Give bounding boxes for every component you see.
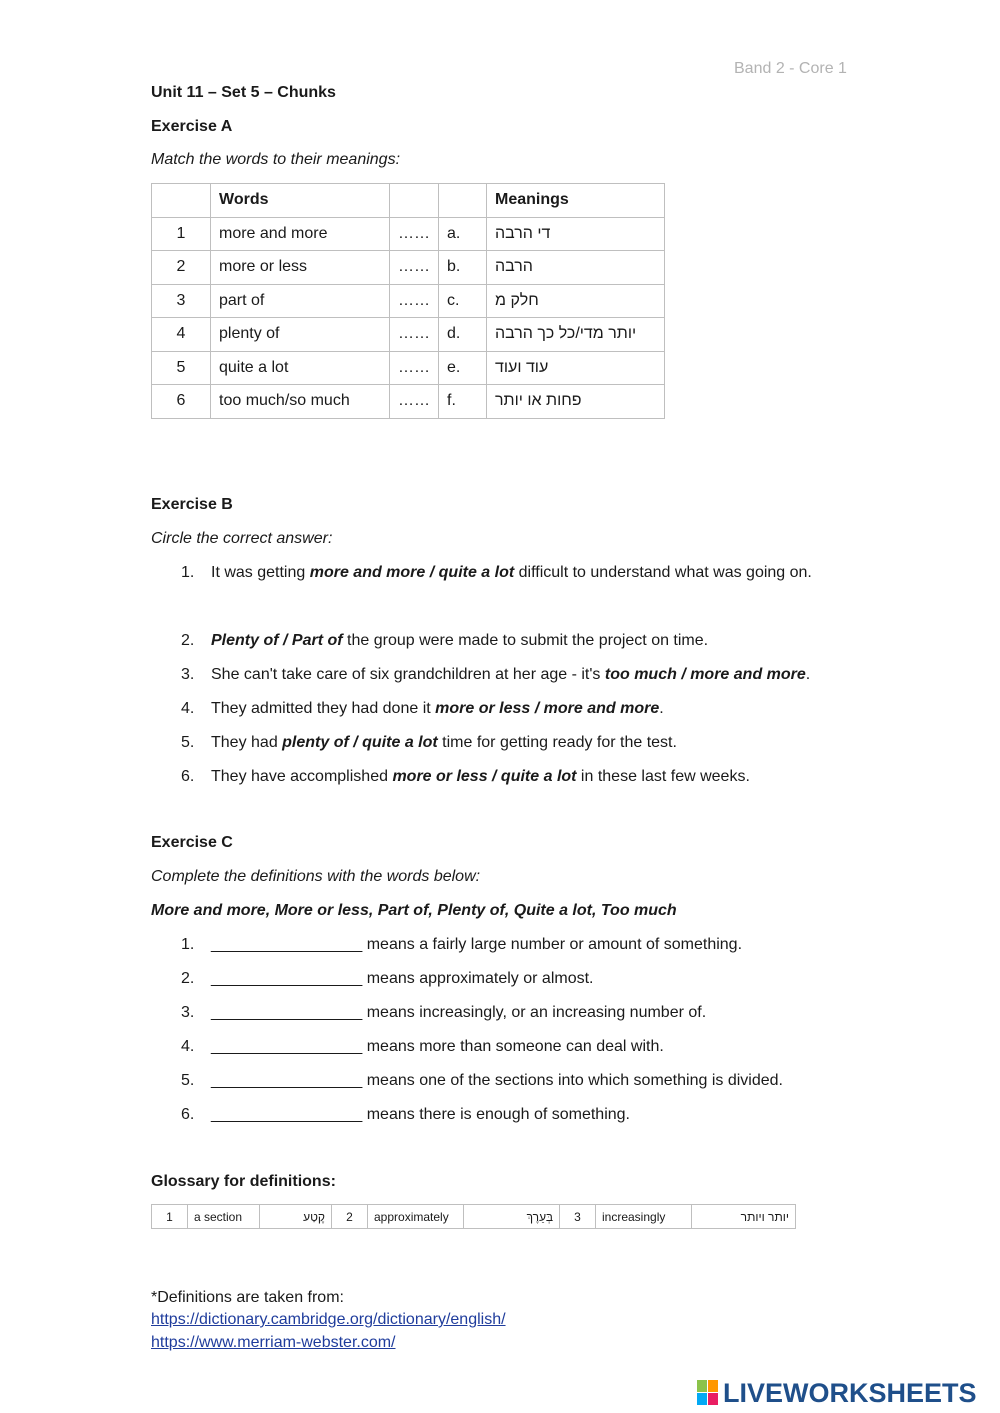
item-number: 4. [181, 700, 195, 717]
definition-text: means approximately or almost. [362, 970, 594, 987]
matching-table [151, 183, 665, 419]
answer-slot[interactable]: …… [390, 284, 439, 318]
row-meaning [487, 251, 665, 285]
answer-slot[interactable]: …… [390, 351, 439, 385]
row-letter: b. [439, 251, 487, 285]
definition-text: means increasingly, or an increasing number of. [362, 1004, 707, 1021]
blank-input[interactable]: _________________ [211, 1004, 363, 1021]
glossary-heading: Glossary for definitions: [151, 1173, 336, 1190]
exercise-b-instruction: Circle the correct answer: [151, 530, 333, 547]
row-number: 4 [152, 318, 211, 352]
row-number: 6 [152, 385, 211, 419]
glossary-hebrew: יותר ויותר [692, 1205, 796, 1229]
merriam-webster-link[interactable]: https://www.merriam-webster.com/ [151, 1334, 396, 1351]
row-word: plenty of [211, 318, 390, 352]
row-meaning [487, 284, 665, 318]
item-number: 4. [181, 1038, 195, 1055]
glossary-hebrew: קֶטַע [260, 1205, 332, 1229]
item-number: 3. [181, 1004, 195, 1021]
glossary-number: 2 [332, 1205, 368, 1229]
answer-options[interactable]: more and more / quite a lot [309, 564, 515, 581]
item-number: 5. [181, 1072, 195, 1089]
answer-options[interactable]: plenty of / quite a lot [282, 734, 438, 751]
answer-options[interactable]: more or less / more and more [435, 700, 660, 717]
logo-text: LIVEWORKSHEETS [723, 1377, 977, 1408]
answer-slot[interactable]: …… [390, 385, 439, 419]
blank-input[interactable]: _________________ [211, 970, 363, 987]
blank-input[interactable]: _________________ [211, 1038, 363, 1055]
table-header-row [152, 184, 665, 218]
header-words: Words [211, 184, 390, 218]
definition-text: means a fairly large number or amount of something. [362, 936, 743, 953]
item-number: 5. [181, 734, 195, 751]
row-word: more or less [211, 251, 390, 285]
footer-note: *Definitions are taken from: [151, 1289, 344, 1306]
item-number: 1. [181, 564, 195, 581]
row-word: quite a lot [211, 351, 390, 385]
sentence-text: It was getting [211, 564, 310, 581]
glossary-number: 3 [560, 1205, 596, 1229]
row-word: too much/so much [211, 385, 390, 419]
exercise-b-heading: Exercise B [151, 496, 233, 513]
cambridge-link[interactable]: https://dictionary.cambridge.org/dictionary/english/ [151, 1311, 506, 1328]
definition-text: means there is enough of something. [362, 1106, 630, 1123]
row-letter: f. [439, 385, 487, 419]
glossary-table [151, 1204, 796, 1229]
answer-options[interactable]: too much / more and more [604, 666, 806, 683]
definition-text: means one of the sections into which something is divided. [362, 1072, 783, 1089]
table-row [152, 284, 665, 318]
sentence-text: They had [211, 734, 283, 751]
sentence-text: They admitted they had done it [211, 700, 436, 717]
header-cell [152, 184, 211, 218]
band-label: Band 2 - Core 1 [734, 60, 847, 77]
sentence-text: difficult to understand what was going on. [514, 564, 812, 581]
row-letter: e. [439, 351, 487, 385]
glossary-english: increasingly [596, 1205, 692, 1229]
sentence-text: They have accomplished [211, 768, 393, 785]
item-number: 1. [181, 936, 195, 953]
answer-slot[interactable]: …… [390, 318, 439, 352]
table-row [152, 385, 665, 419]
table-row [152, 217, 665, 251]
header-meanings: Meanings [487, 184, 665, 218]
table-row [152, 318, 665, 352]
meaning-text: יותר מדי/כל כך הרבה [495, 325, 637, 343]
item-number: 6. [181, 1106, 195, 1123]
glossary-number: 1 [152, 1205, 188, 1229]
meaning-text: פחות או יותר [495, 392, 582, 410]
item-number: 3. [181, 666, 195, 683]
definition-text: means more than someone can deal with. [362, 1038, 664, 1055]
row-meaning [487, 351, 665, 385]
liveworksheets-logo[interactable] [697, 1378, 977, 1408]
answer-options[interactable]: more or less / quite a lot [392, 768, 577, 785]
meaning-text: הרבה [495, 258, 533, 276]
sentence-text: . [659, 700, 664, 717]
exercise-a-instruction: Match the words to their meanings: [151, 151, 401, 168]
item-number: 6. [181, 768, 195, 785]
exercise-c-instruction: Complete the definitions with the words below: [151, 868, 481, 885]
page-title: Unit 11 – Set 5 – Chunks [151, 84, 336, 101]
header-cell [439, 184, 487, 218]
exercise-c-heading: Exercise C [151, 834, 233, 851]
blank-input[interactable]: _________________ [211, 1072, 363, 1089]
row-word: part of [211, 284, 390, 318]
item-number: 2. [181, 632, 195, 649]
meaning-text: עוד ועוד [495, 358, 549, 376]
row-meaning [487, 217, 665, 251]
answer-options[interactable]: Plenty of / Part of [211, 632, 343, 649]
row-letter: a. [439, 217, 487, 251]
exercise-a-heading: Exercise A [151, 118, 233, 135]
row-number: 5 [152, 351, 211, 385]
glossary-english: a section [188, 1205, 260, 1229]
header-cell [390, 184, 439, 218]
glossary-hebrew: בְּעֵרֶךְ [464, 1205, 560, 1229]
table-row [152, 351, 665, 385]
glossary-english: approximately [368, 1205, 464, 1229]
sentence-text: She can't take care of six grandchildren at her age - it's [211, 666, 605, 683]
sentence-text: in these last few weeks. [576, 768, 750, 785]
word-bank: More and more, More or less, Part of, Plenty of, Quite a lot, Too much [151, 902, 677, 919]
table-row [152, 1205, 796, 1229]
meaning-text: די הרבה [495, 224, 551, 242]
row-letter: d. [439, 318, 487, 352]
row-meaning [487, 318, 665, 352]
blank-input[interactable]: _________________ [211, 936, 363, 953]
row-number: 3 [152, 284, 211, 318]
row-word: more and more [211, 217, 390, 251]
sentence-text: the group were made to submit the project on time. [342, 632, 709, 649]
answer-slot[interactable]: …… [390, 217, 439, 251]
meaning-text: חלק מ [495, 291, 539, 309]
sentence-text: time for getting ready for the test. [437, 734, 677, 751]
row-letter: c. [439, 284, 487, 318]
row-number: 1 [152, 217, 211, 251]
logo-icon [697, 1380, 719, 1406]
row-number: 2 [152, 251, 211, 285]
row-meaning [487, 385, 665, 419]
blank-input[interactable]: _________________ [211, 1106, 363, 1123]
item-number: 2. [181, 970, 195, 987]
answer-slot[interactable]: …… [390, 251, 439, 285]
sentence-text: . [805, 666, 811, 683]
table-row [152, 251, 665, 285]
